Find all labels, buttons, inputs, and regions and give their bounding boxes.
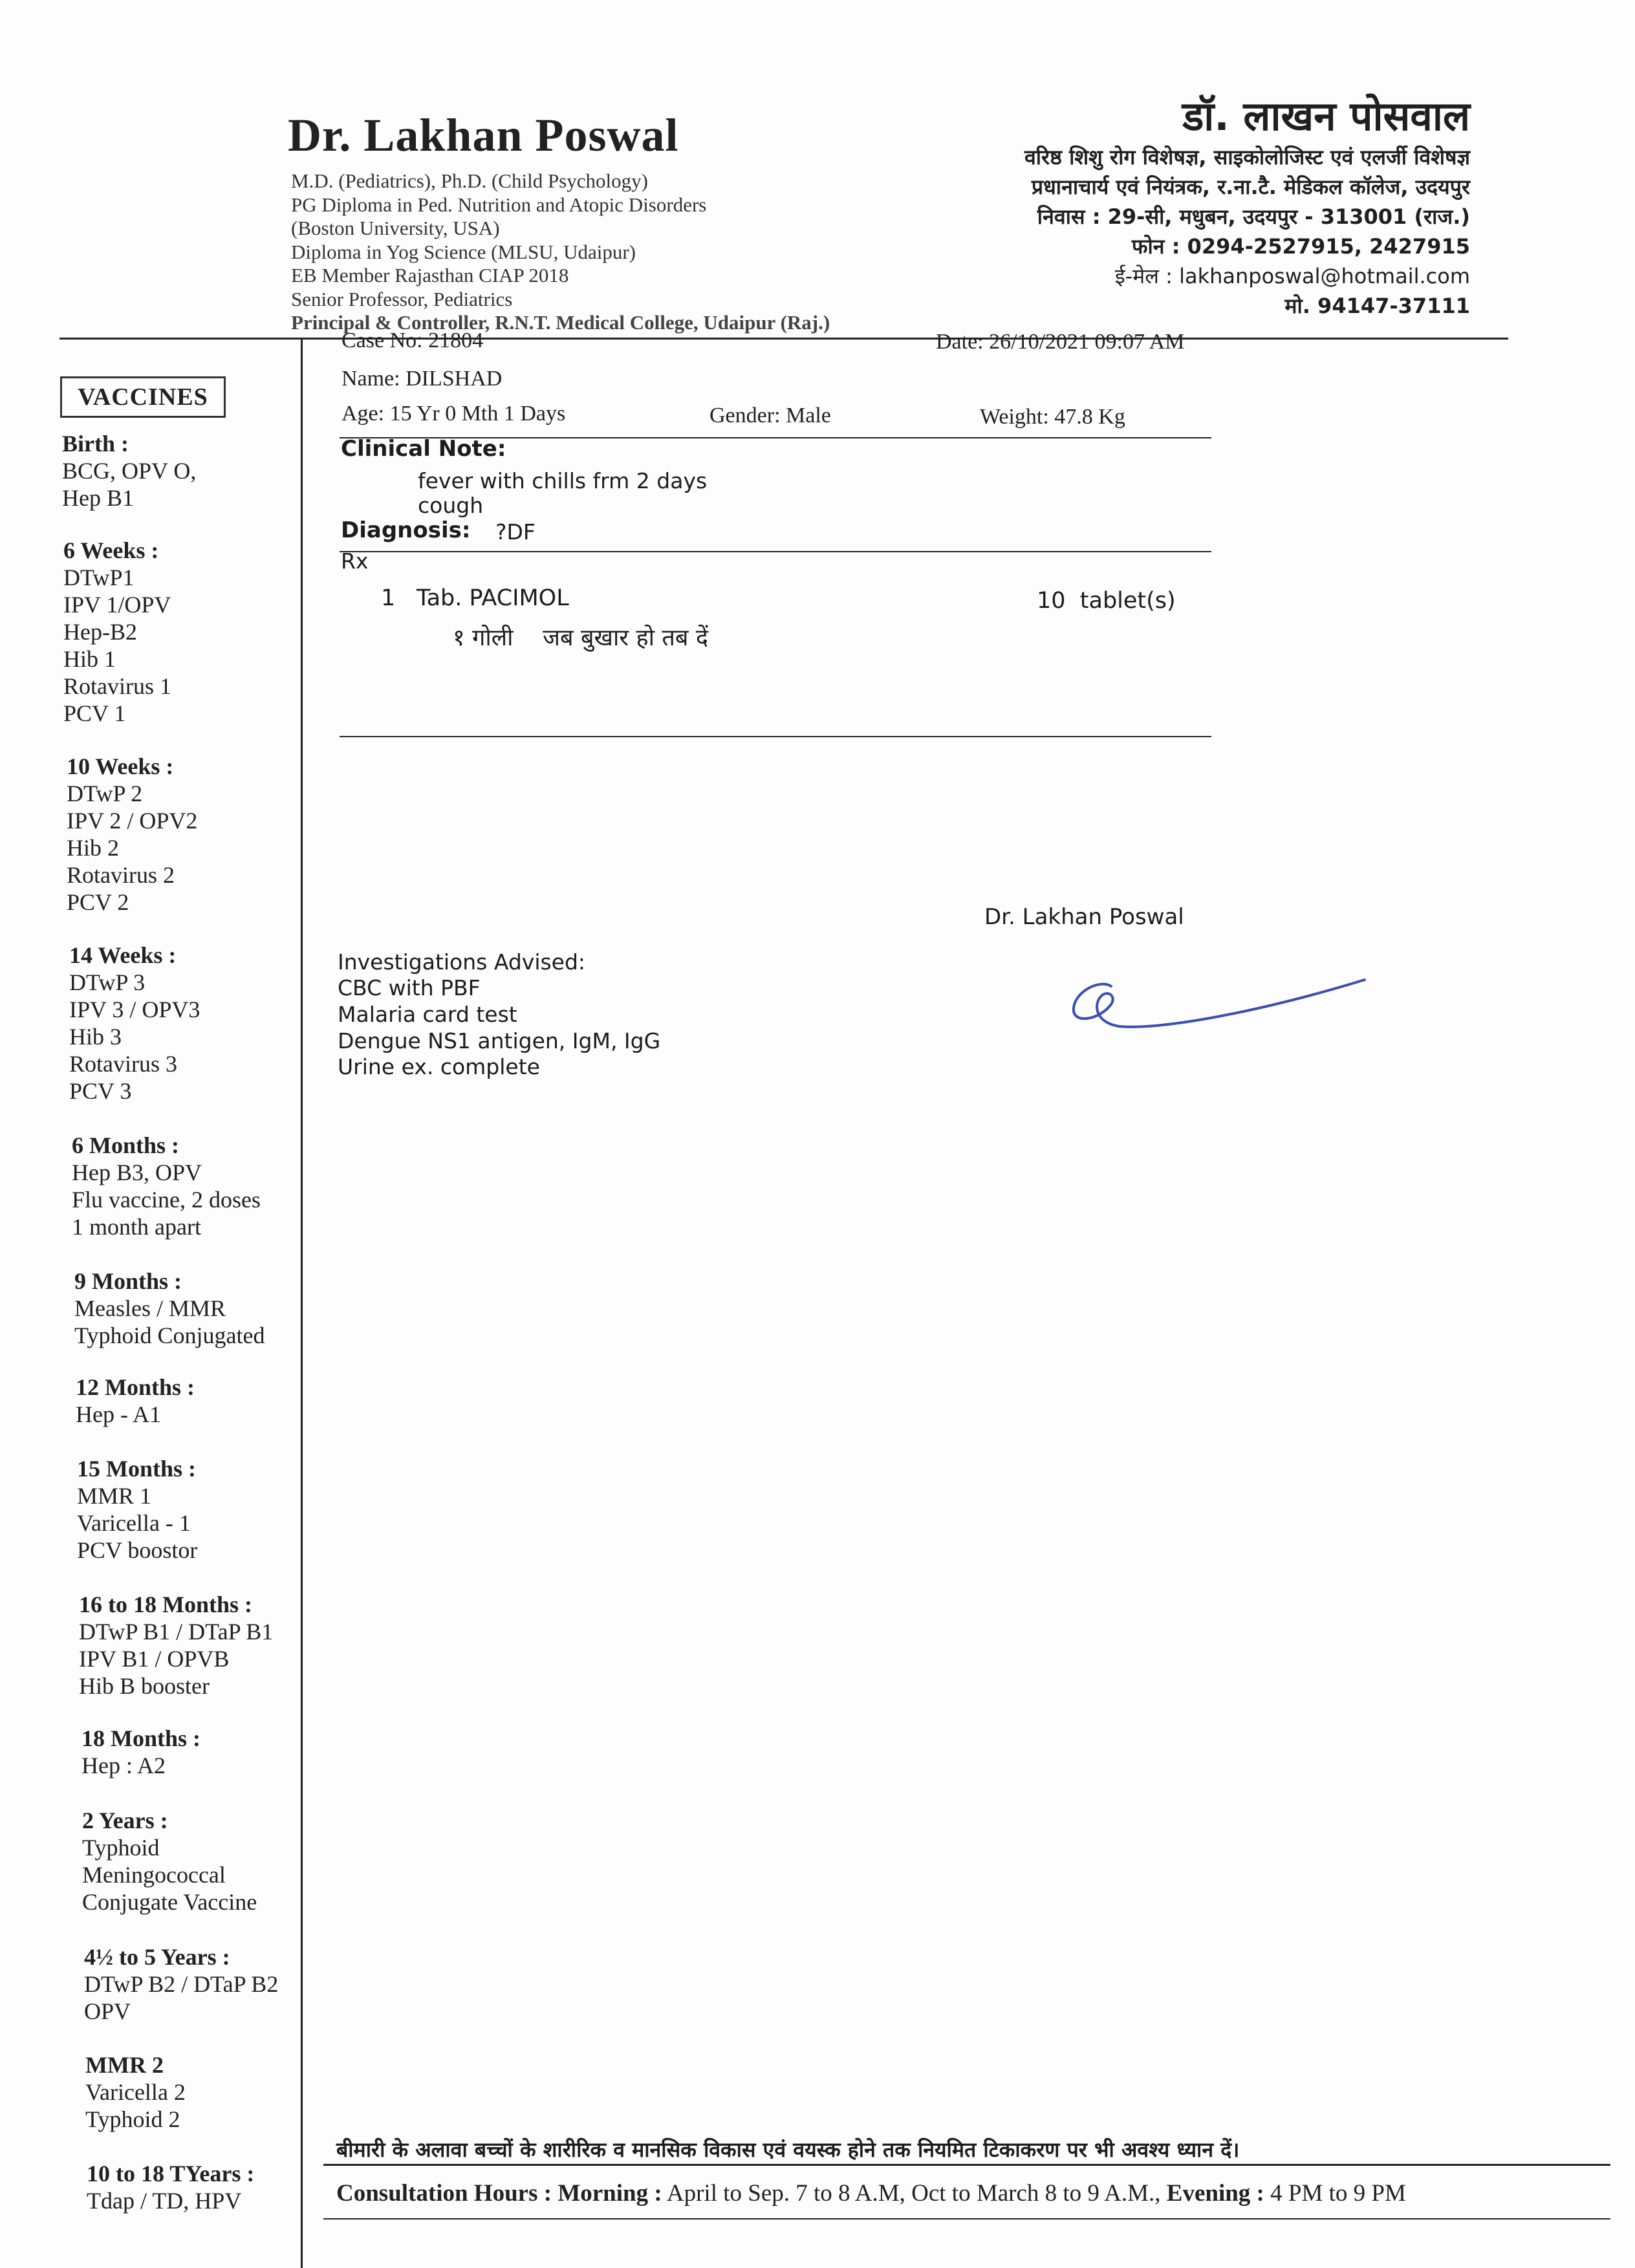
vaccine-group-mmr2: [85, 2051, 186, 2133]
patient-gender: Gender: Male: [709, 404, 831, 427]
investigations-label: Investigations Advised:: [338, 949, 586, 975]
header-hindi: [1024, 91, 1470, 321]
vaccine-group-heading: 10 Weeks :: [67, 753, 174, 779]
vaccine-item: Conjugate Vaccine: [82, 1889, 257, 1915]
vaccine-item: Hep B1: [62, 485, 134, 511]
vaccine-item: Hib 2: [67, 835, 119, 861]
rx-item-quantity: 10 tablet(s): [1037, 588, 1176, 614]
patient-name: Name: DILSHAD: [341, 367, 503, 391]
qualification-line: (Boston University, USA): [291, 217, 500, 239]
vaccine-group-heading: 16 to 18 Months :: [79, 1592, 252, 1617]
header-divider: [60, 338, 1508, 340]
vaccine-item: IPV 2 / OPV2: [67, 808, 198, 834]
vaccine-group-12-months: [76, 1374, 195, 1428]
signature-doctor-name: Dr. Lakhan Poswal: [984, 904, 1184, 930]
doctor-name: Dr. Lakhan Poswal: [288, 109, 679, 161]
vaccine-group-10-weeks: [67, 753, 197, 916]
vaccines-title: VACCINES: [60, 376, 226, 418]
vaccine-item: DTwP1: [63, 565, 135, 590]
morning-label: Morning :: [558, 2180, 662, 2207]
hindi-line: फोन : 0294-2527915, 2427915: [1131, 234, 1470, 259]
rx-item-number: 1: [381, 585, 396, 611]
vaccine-group-14-weeks: [69, 942, 200, 1105]
vaccine-group-heading: 4½ to 5 Years :: [84, 1944, 230, 1970]
vaccine-item: DTwP B1 / DTaP B1: [79, 1619, 274, 1645]
vaccine-item: Meningococcal: [82, 1862, 226, 1888]
vaccine-item: DTwP B2 / DTaP B2: [84, 1971, 279, 1997]
vaccine-group-birth: [62, 430, 196, 512]
vaccine-group-heading: 12 Months :: [76, 1374, 195, 1400]
morning-hours: April to Sep. 7 to 8 A.M, Oct to March 8 to 9 A.M.,: [666, 2180, 1161, 2207]
qualification-line: Diploma in Yog Science (MLSU, Udaipur): [291, 240, 636, 263]
vaccine-group-6-weeks: [63, 537, 171, 727]
vaccine-item: Typhoid: [82, 1835, 160, 1861]
vaccine-item: Hib B booster: [79, 1673, 210, 1699]
vaccine-item: Rotavirus 1: [63, 673, 171, 699]
vaccine-group-heading: 18 Months :: [81, 1725, 201, 1751]
qualification-line: Principal & Controller, R.N.T. Medical College, Udaipur (Raj.): [291, 311, 830, 334]
rx-end-divider: [340, 736, 1211, 737]
vaccine-group-heading: Birth :: [62, 431, 129, 457]
vaccine-item: Hep B3, OPV: [72, 1160, 202, 1185]
patient-age: Age: 15 Yr 0 Mth 1 Days: [341, 402, 566, 426]
vaccine-group-6-months: [72, 1132, 261, 1240]
vaccine-item: IPV B1 / OPVB: [79, 1646, 230, 1672]
investigation-item: Urine ex. complete: [338, 1054, 540, 1079]
vaccine-item: DTwP 2: [67, 781, 143, 806]
vaccine-item: Hep - A1: [76, 1401, 161, 1427]
doctor-name-hindi: डॉ. लाखन पोसवाल: [1182, 92, 1470, 140]
vaccine-item: Hep : A2: [81, 1753, 166, 1778]
vaccine-item: Hib 1: [63, 646, 116, 672]
hindi-line: मो. 94147-37111: [1284, 294, 1470, 318]
vaccine-item: DTwP 3: [69, 969, 146, 995]
vaccine-item: IPV 3 / OPV3: [69, 997, 200, 1022]
vaccine-item: Rotavirus 3: [69, 1051, 177, 1077]
vaccine-item: Varicella - 1: [77, 1510, 191, 1536]
patient-weight: Weight: 47.8 Kg: [980, 405, 1125, 429]
consultation-hours: [336, 2179, 1406, 2207]
vaccine-item: MMR 1: [77, 1483, 152, 1509]
vaccine-item: Hep-B2: [63, 619, 137, 645]
vaccine-item: Typhoid Conjugated: [74, 1323, 265, 1348]
vaccine-column-divider: [301, 340, 303, 2268]
footer-divider-bottom: [323, 2218, 1610, 2219]
evening-label: Evening :: [1166, 2180, 1264, 2207]
vaccine-item: BCG, OPV O,: [62, 458, 197, 484]
hindi-line: निवास : 29-सी, मधुबन, उदयपुर - 313001 (राज.): [1037, 204, 1470, 229]
diagnosis-label: Diagnosis:: [341, 517, 471, 543]
visit-date: Date: 26/10/2021 09:07 AM: [936, 330, 1185, 354]
vaccine-item: PCV boostor: [77, 1537, 198, 1563]
footer-vaccination-note: बीमारी के अलावा बच्चों के शारीरिक व मानसिक विकास एवं वयस्क होने तक नियमित टिकाकरण पर भी अवश्य ध्यान दें।: [336, 2137, 1240, 2162]
vaccine-item: IPV 1/OPV: [63, 592, 171, 618]
vaccine-item: 1 month apart: [72, 1214, 201, 1240]
vaccine-item: PCV 2: [67, 889, 129, 915]
footer-divider-top: [323, 2164, 1610, 2166]
vaccine-item: PCV 3: [69, 1078, 132, 1104]
vaccine-group-heading: 2 Years :: [82, 1808, 168, 1833]
hindi-line: वरिष्ठ शिशु रोग विशेषज्ञ, साइकोलोजिस्ट एवं एलर्जी विशेषज्ञ: [1024, 145, 1470, 169]
diagnosis-divider: [340, 551, 1211, 552]
qualification-line: EB Member Rajasthan CIAP 2018: [291, 264, 569, 286]
investigation-item: Malaria card test: [338, 1002, 517, 1027]
vaccine-group-18-months: [81, 1725, 200, 1779]
vaccine-group-2-years: [82, 1807, 257, 1916]
vaccine-item: Flu vaccine, 2 doses: [72, 1187, 261, 1213]
vaccine-item: Tdap / TD, HPV: [87, 2188, 242, 2214]
rx-label: Rx: [341, 548, 369, 574]
qualification-line: PG Diploma in Ped. Nutrition and Atopic Disorders: [291, 193, 707, 216]
vaccine-group-heading: 9 Months :: [74, 1268, 182, 1294]
vaccine-item: Measles / MMR: [74, 1295, 226, 1321]
vaccine-group-heading: 6 Weeks :: [63, 537, 159, 563]
vaccine-group-heading: 15 Months :: [77, 1456, 197, 1482]
vaccine-group-heading: 10 to 18 TYears :: [87, 2161, 255, 2187]
rx-item-instruction: १ गोली जब बुखार हो तब दें: [453, 625, 708, 651]
vaccine-group-16-18-months: [79, 1591, 273, 1700]
vaccine-item: OPV: [84, 1998, 131, 2024]
signature-scribble: [1061, 967, 1371, 1038]
investigation-item: CBC with PBF: [338, 975, 481, 1000]
vaccine-group-4-5-years: [84, 1943, 278, 2025]
vaccine-group-9-months: [74, 1268, 265, 1349]
vaccine-group-10-18-years: [87, 2160, 254, 2214]
qualification-line: Senior Professor, Pediatrics: [291, 287, 513, 310]
hindi-line-email: ई-मेल : lakhanposwal@hotmail.com: [1114, 264, 1470, 288]
rx-item-drug: Tab. PACIMOL: [417, 585, 569, 611]
vaccine-item: Varicella 2: [85, 2079, 186, 2105]
clinical-note-line: fever with chills frm 2 days: [418, 468, 708, 493]
qualifications: [291, 169, 830, 335]
vaccine-group-15-months: [77, 1455, 197, 1564]
investigation-item: Dengue NS1 antigen, IgM, IgG: [338, 1028, 661, 1053]
case-number: Case No: 21804: [341, 329, 484, 352]
hindi-line: प्रधानाचार्य एवं नियंत्रक, र.ना.टै. मेडिकल कॉलेज, उदयपुर: [1031, 175, 1470, 199]
hours-label: Consultation Hours :: [336, 2180, 552, 2207]
clinical-note-label: Clinical Note:: [341, 436, 506, 462]
vaccine-group-heading: 6 Months :: [72, 1132, 180, 1158]
vaccine-item: Hib 3: [69, 1024, 122, 1050]
vaccine-group-heading: 14 Weeks :: [69, 942, 177, 968]
vaccine-item: Typhoid 2: [85, 2106, 180, 2132]
clinical-note-line: cough: [418, 493, 484, 518]
evening-hours: 4 PM to 9 PM: [1270, 2180, 1406, 2207]
diagnosis-value: ?DF: [495, 519, 536, 545]
vaccine-item: PCV 1: [63, 700, 126, 726]
vaccine-item: Rotavirus 2: [67, 862, 175, 888]
qualification-line: M.D. (Pediatrics), Ph.D. (Child Psychology): [291, 169, 648, 192]
vaccine-group-heading: MMR 2: [85, 2052, 164, 2078]
